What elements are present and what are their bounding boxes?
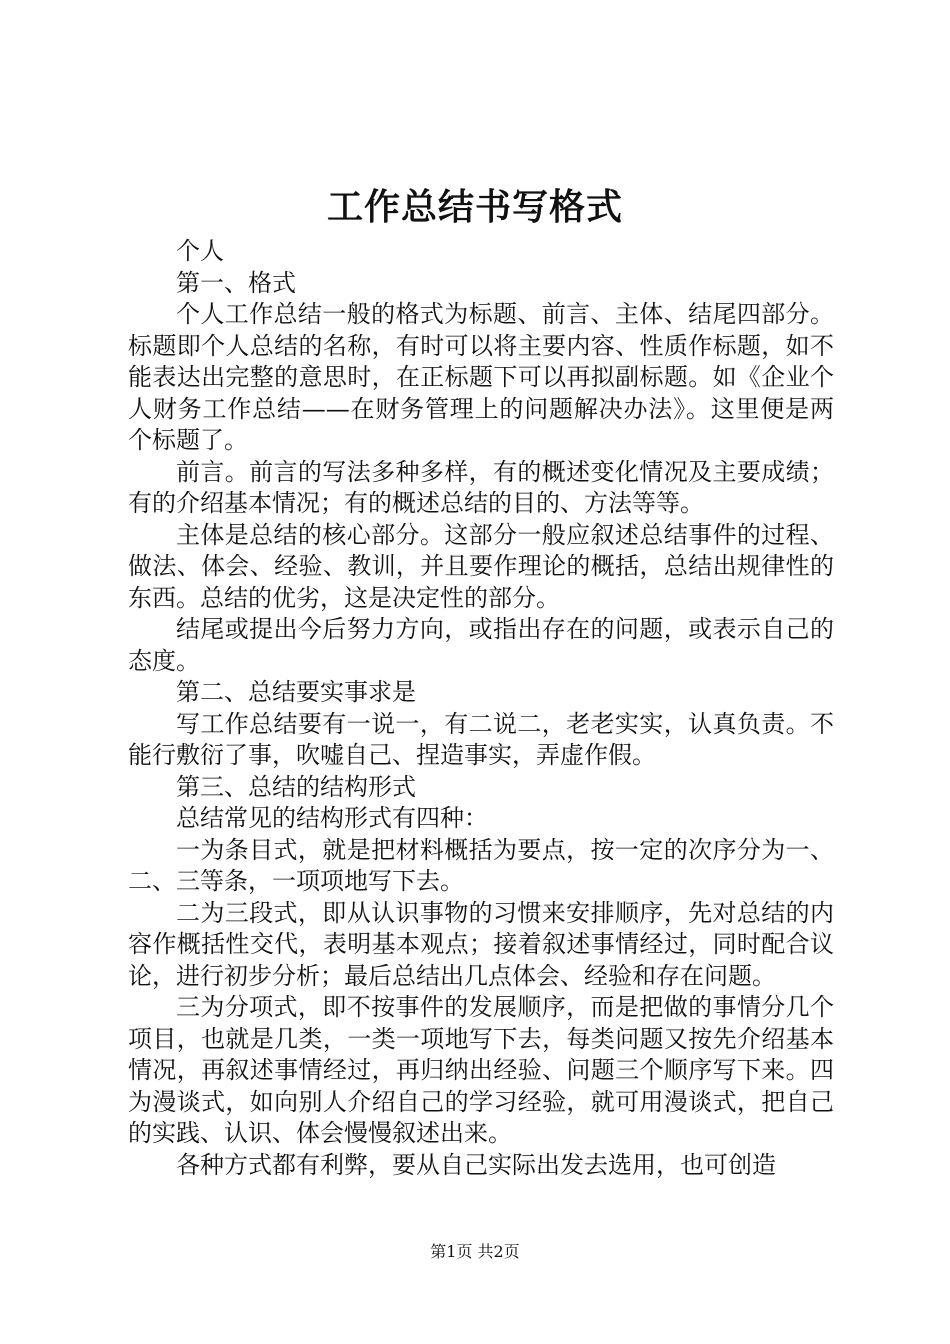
section-heading: 第一、格式 xyxy=(176,268,296,297)
paragraph: 主体是总结的核心部分。这部分一般应叙述总结事件的过程、做法、体会、经验、教训，并且要作理论的概括，总结出规律性的东西。总结的优劣，这是决定性的部分。 xyxy=(128,520,834,612)
document-body xyxy=(128,236,834,1181)
paragraph: 总结常见的结构形式有四种： xyxy=(176,804,488,832)
section-heading: 第二、总结要实事求是 xyxy=(176,678,416,706)
paragraph: 写工作总结要有一说一，有二说二，老老实实，认真负责。不能行敷衍了事，吹嘘自己、捏造事实，弄虚作假。 xyxy=(128,709,834,769)
paragraph: 各种方式都有利弊，要从自己实际出发去选用，也可创造 xyxy=(176,1150,776,1179)
paragraph: 二为三段式，即从认识事物的习惯来安排顺序，先对总结的内容作概括性交代，表明基本观点；接着叙述事情经过，同时配合议论，进行初步分析；最后总结出几点体会、经验和存在问题。 xyxy=(128,898,834,990)
paragraph: 个人 xyxy=(176,237,224,265)
section-heading: 第三、总结的结构形式 xyxy=(176,772,416,801)
document-title: 工作总结书写格式 xyxy=(326,187,623,228)
paragraph: 三为分项式，即不按事件的发展顺序，而是把做的事情分几个项目，也就是几类，一类一项地写下去，每类问题又按先介绍基本情况，再叙述事情经过，再归纳出经验、问题三个顺序写下来。四为漫谈式，如向别人介绍自己的学习经验，就可用漫谈式，把自己的实践、认识、体会慢慢叙述出来。 xyxy=(128,993,834,1147)
paragraph: 结尾或提出今后努力方向，或指出存在的问题，或表示自己的态度。 xyxy=(128,615,834,675)
paragraph: 个人工作总结一般的格式为标题、前言、主体、结尾四部分。标题即个人总结的名称，有时可以将主要内容、性质作标题，如不能表达出完整的意思时，在正标题下可以再拟副标题。如《企业个人财务工作总结——在财务管理上的问题解决办法》。这里便是两个标题了。 xyxy=(128,300,834,454)
page-number-footer: 第1页 共2页 xyxy=(430,1242,520,1261)
paragraph: 前言。前言的写法多种多样，有的概述变化情况及主要成绩；有的介绍基本情况；有的概述总结的目的、方法等等。 xyxy=(128,457,834,517)
paragraph: 一为条目式，就是把材料概括为要点，按一定的次序分为一、二、三等条，一项项地写下去。 xyxy=(128,835,834,895)
